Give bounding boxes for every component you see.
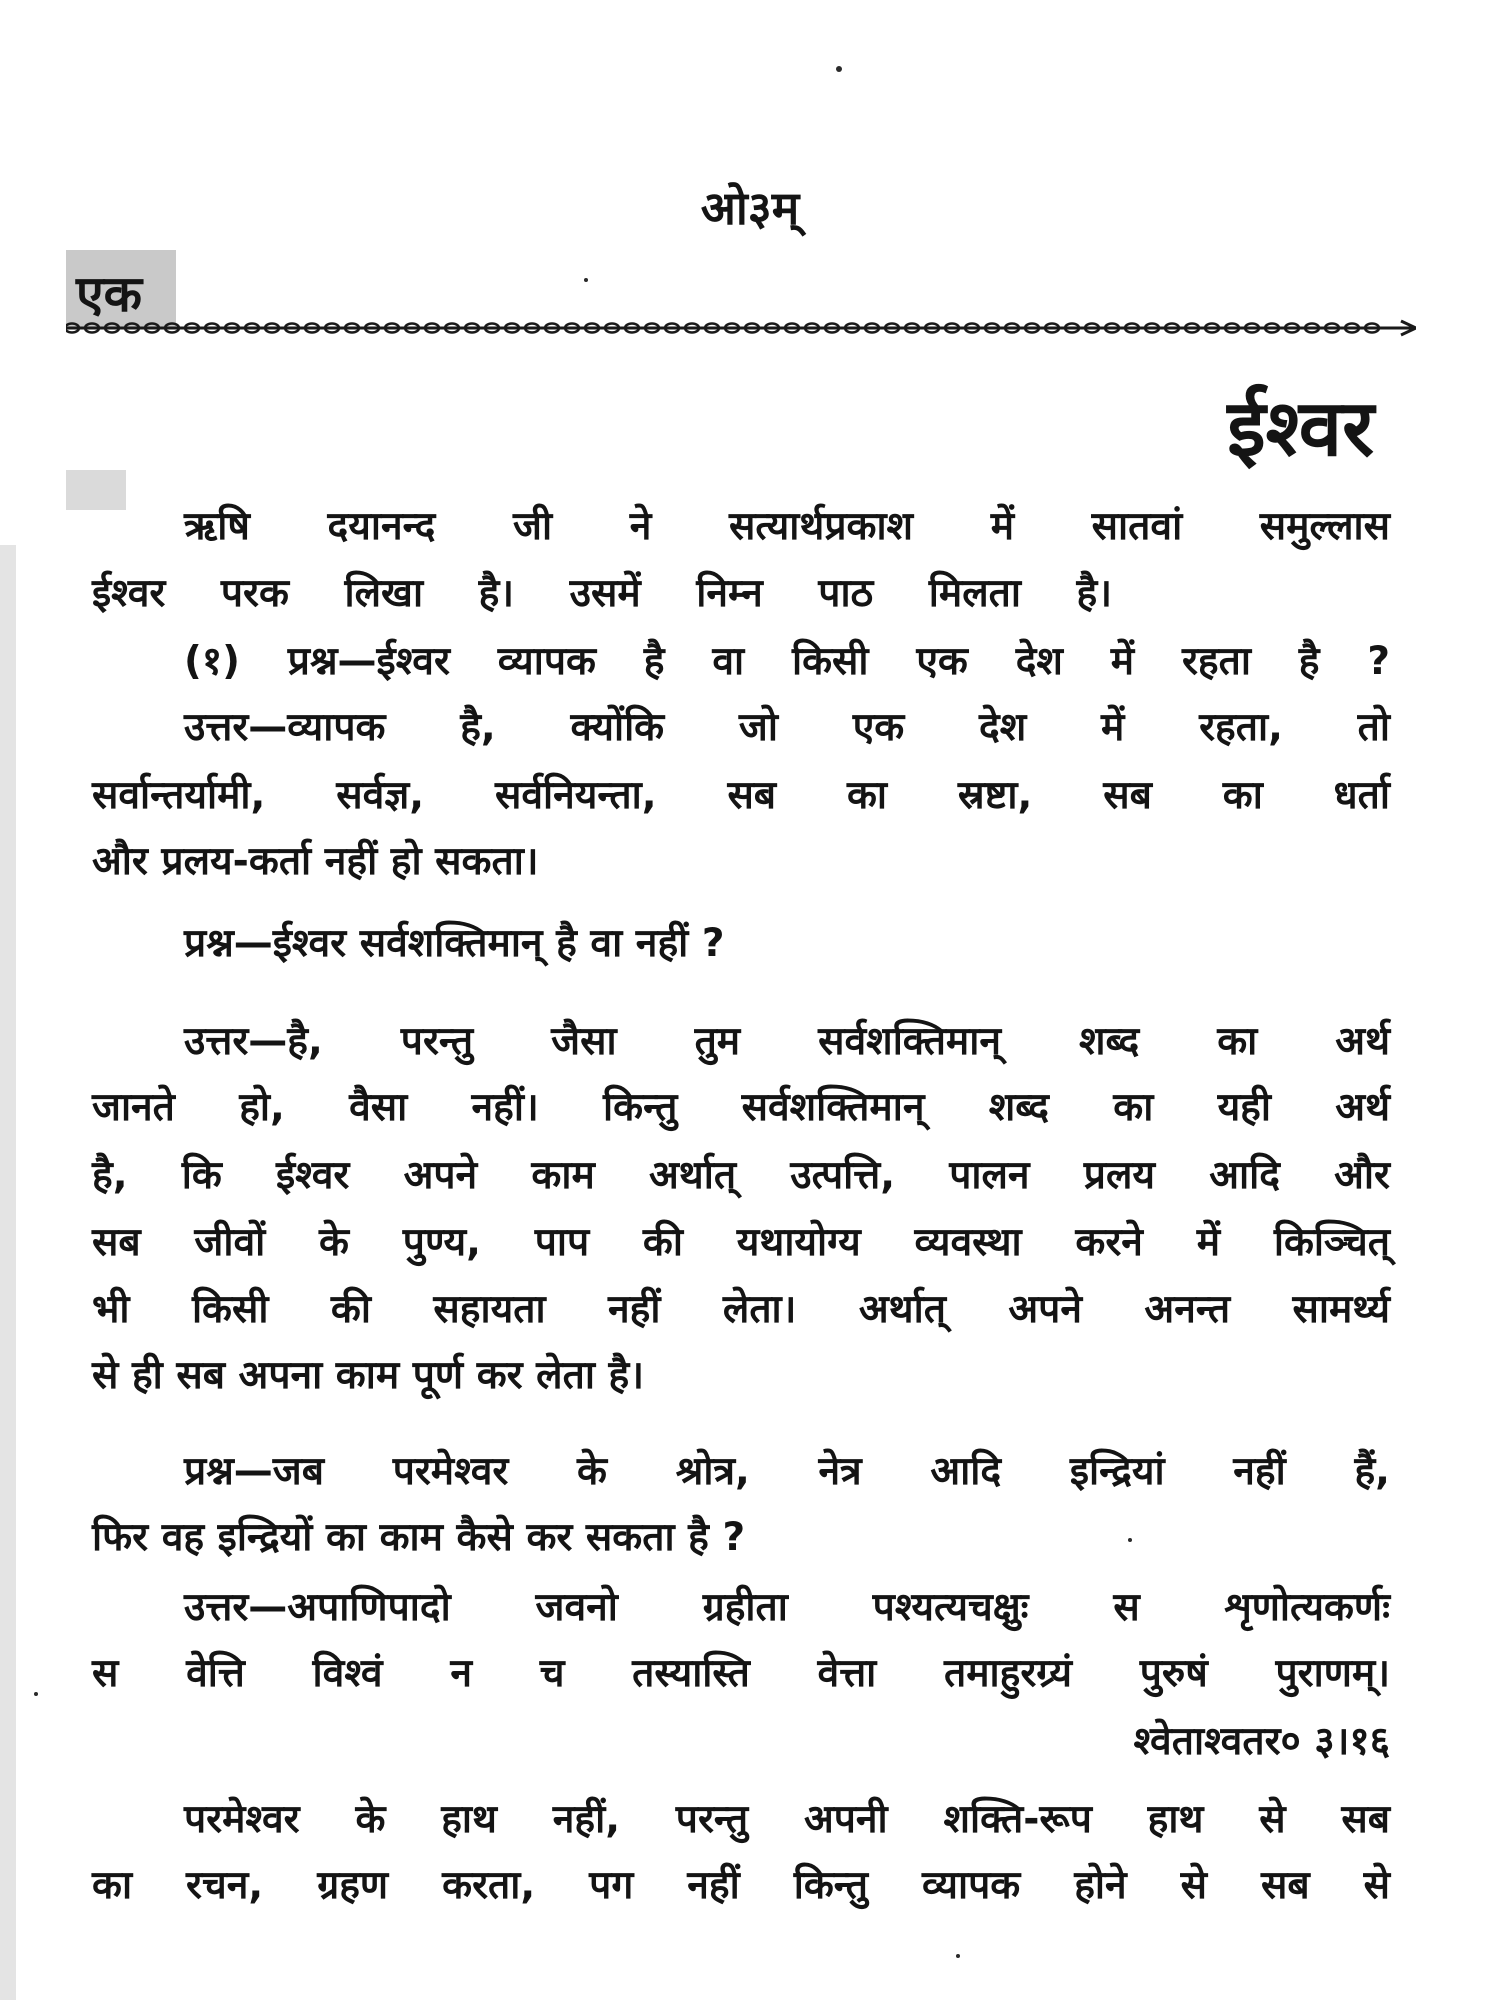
paragraph-line: ईश्वर परक लिखा है। उसमें निम्न पाठ मिलता है।	[92, 571, 1112, 616]
paragraph-line: प्रश्न—ईश्वर सर्वशक्तिमान् है वा नहीं ?	[184, 921, 725, 966]
print-speck	[34, 1692, 38, 1696]
paragraph-line: उत्तर—है, परन्तु जैसा तुम सर्वशक्तिमान् शब्द का अर्थ	[184, 1019, 1390, 1064]
verse-reference: श्वेताश्वतर० ३।१६	[1133, 1719, 1390, 1764]
paragraph-line: प्रश्न—जब परमेश्वर के श्रोत्र, नेत्र आदि इन्द्रियां नहीं हैं,	[184, 1449, 1390, 1494]
paragraph-line: है, कि ईश्वर अपने काम अर्थात् उत्पत्ति, पालन प्रलय आदि और	[92, 1153, 1390, 1198]
paragraph-line: ऋषि दयानन्द जी ने सत्यार्थप्रकाश में सातवां समुल्लास	[184, 504, 1390, 549]
paragraph-line: उत्तर—अपाणिपादो जवनो ग्रहीता पश्यत्यचक्षुः स शृणोत्यकर्णः	[184, 1585, 1390, 1630]
paragraph-line: सर्वान्तर्यामी, सर्वज्ञ, सर्वनियन्ता, सब का स्रष्टा, सब का धर्ता	[92, 773, 1390, 818]
paragraph-line: परमेश्वर के हाथ नहीं, परन्तु अपनी शक्ति-रूप हाथ से सब	[184, 1797, 1390, 1842]
paragraph-line: (१) प्रश्न—ईश्वर व्यापक है वा किसी एक देश में रहता है ?	[184, 639, 1390, 684]
paragraph-line: और प्रलय-कर्ता नहीं हो सकता।	[92, 839, 539, 884]
ornamental-border	[66, 313, 1416, 343]
paragraph-line: उत्तर—व्यापक है, क्योंकि जो एक देश में रहता, तो	[184, 705, 1390, 750]
print-speck	[836, 66, 842, 72]
chapter-number: एक	[76, 265, 143, 323]
print-speck	[584, 278, 588, 282]
print-speck	[956, 1954, 960, 1958]
paragraph-line: सब जीवों के पुण्य, पाप की यथायोग्य व्यवस्था करने में किञ्चित्	[92, 1220, 1390, 1265]
chapter-title: ईश्वर	[1227, 384, 1374, 474]
paragraph-line: का रचन, ग्रहण करता, पग नहीं किन्तु व्यापक होने से सब से	[92, 1863, 1390, 1908]
om-heading: ओ३म्	[700, 181, 800, 235]
paragraph-line: भी किसी की सहायता नहीं लेता। अर्थात् अपने अनन्त सामर्थ्य	[92, 1287, 1390, 1332]
scan-grey-patch	[66, 470, 126, 510]
paragraph-line: से ही सब अपना काम पूर्ण कर लेता है।	[92, 1353, 645, 1398]
paragraph-line: फिर वह इन्द्रियों का काम कैसे कर सकता है ?	[92, 1515, 746, 1560]
paragraph-line: स वेत्ति विश्वं न च तस्यास्ति वेत्ता तमाहुरग्र्यं पुरुषं पुराणम्।	[92, 1651, 1390, 1696]
scan-edge-shadow	[0, 545, 16, 2000]
paragraph-line: जानते हो, वैसा नहीं। किन्तु सर्वशक्तिमान् शब्द का यही अर्थ	[92, 1085, 1390, 1130]
